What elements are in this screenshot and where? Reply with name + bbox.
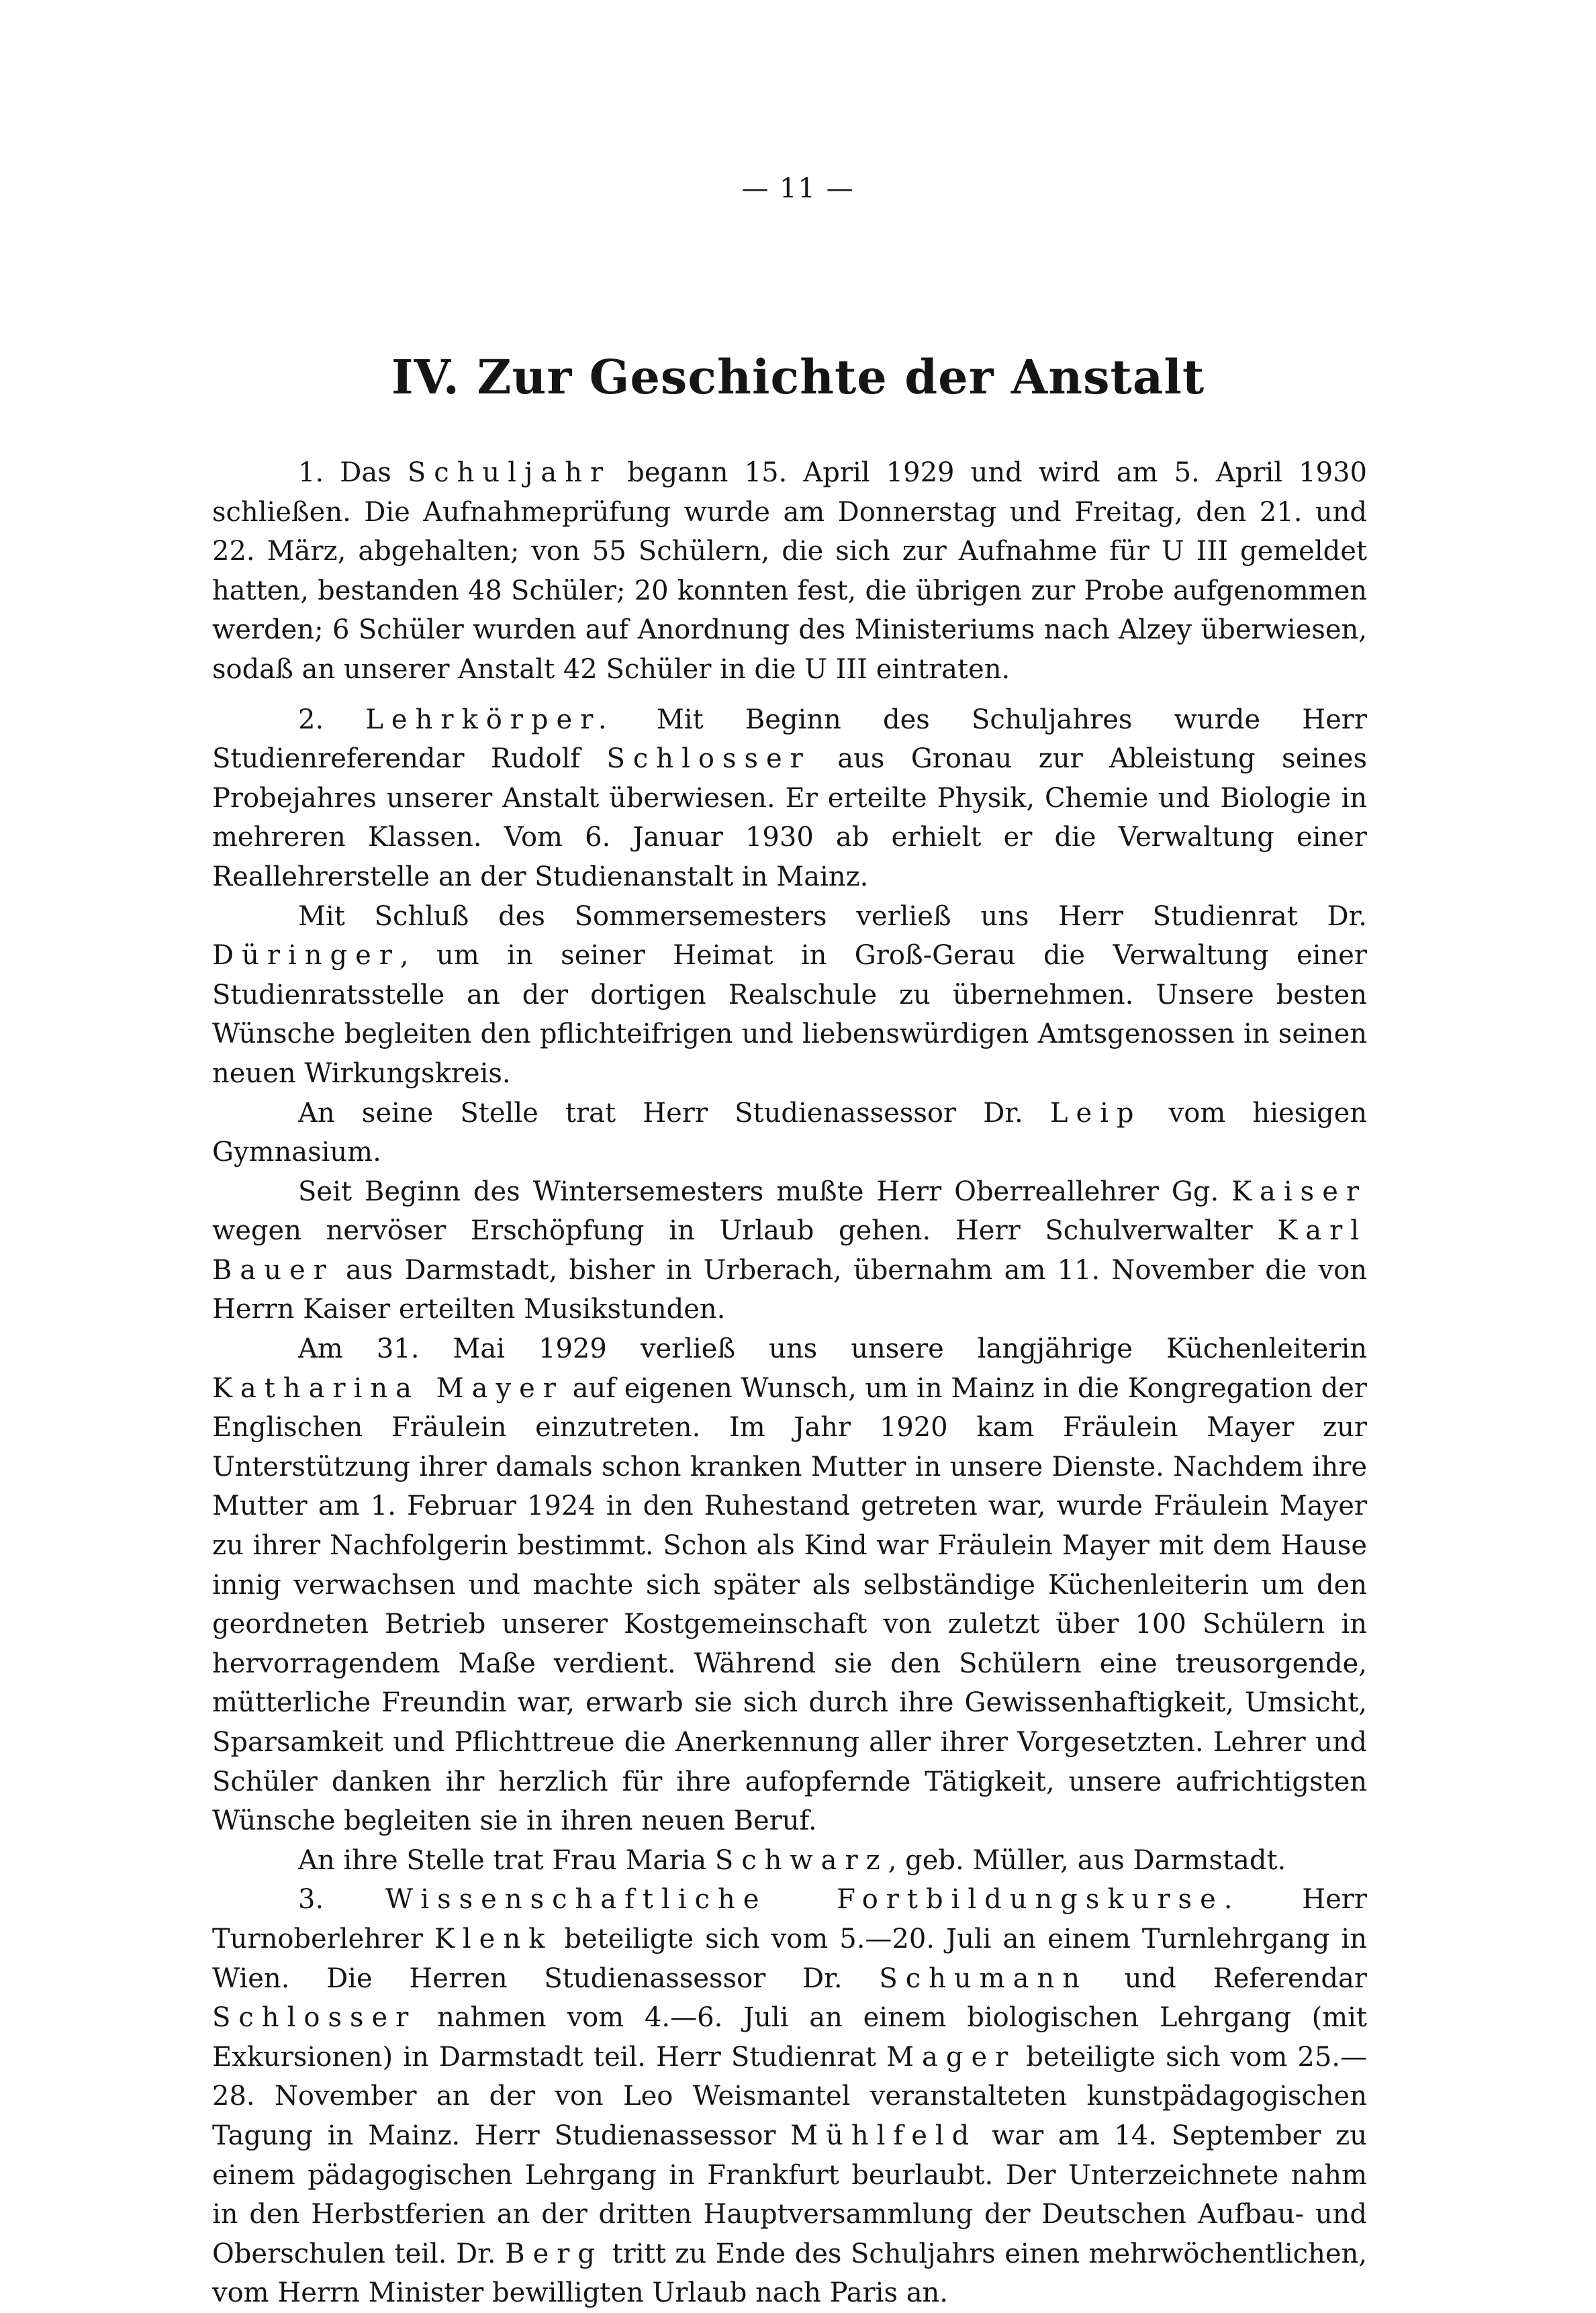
text-run: Seit Beginn des Wintersemesters mußte Herr Oberreallehrer Gg.: [298, 1176, 1232, 1207]
text-run: , geb. Müller, aus Darmstadt.: [888, 1844, 1286, 1876]
spaced-emphasis-text: Leip: [1049, 1097, 1142, 1129]
chapter-title: IV. Zur Geschichte der Anstalt: [391, 349, 1205, 405]
text-run: aus Gronau zur Ableistung seines Probejahres unserer Anstalt überwiesen. Er erteilte Physik, Chemie und Biologie in mehreren Klassen. Vom 6. Januar 1930 ab erhielt er die Verwaltung einer Reallehrerstelle an der Studienanstalt in Mainz.: [212, 743, 1367, 892]
spaced-emphasis-text: Schumann: [879, 1963, 1088, 1994]
text-run: auf eigenen Wunsch, um in Mainz in die Kongregation der Englischen Fräulein einzutreten. Im Jahr 1920 kam Fräulein Mayer zur Unterstützung ihrer damals schon kranken Mutter in unsere Dienste. Nachdem ihre Mutter am 1. Februar 1924 in den Ruhestand getreten war, wurde Fräulein Mayer zu ihrer Nachfolgerin bestimmt. Schon als Kind war Fräulein Mayer mit dem Hause innig verwachsen und machte sich später als selbständige Küchenleiterin um den geordneten Betrieb unserer Kostgemeinschaft von zuletzt über 100 Schülern in hervorragendem Maße verdient. Während sie den Schülern eine treusorgende, mütterliche Freundin war, erwarb sie sich durch ihre Gewissenhaftigkeit, Umsicht, Sparsamkeit und Pflichttreue die Anerkennung aller ihrer Vorgesetzten. Lehrer und Schüler danken ihr herzlich für ihre aufopfernde Tätigkeit, unsere aufrichtigsten Wünsche begleiten sie in ihren neuen Beruf.: [212, 1372, 1367, 1837]
spaced-emphasis-text: Mühlfeld: [790, 2120, 978, 2151]
paragraph-kaiser: [212, 1172, 1367, 1329]
text-run: 2.: [298, 704, 366, 735]
text-run: vom hiesigen Gymnasium.: [212, 1097, 1368, 1168]
paragraph-lehrkoerper: [212, 700, 1367, 897]
spaced-emphasis-text: Düringer: [212, 940, 400, 972]
text-run: und Referendar: [1087, 1963, 1368, 1994]
paragraph-schwarz: [212, 1841, 1367, 1881]
spaced-emphasis-text: Klenk: [434, 1923, 553, 1954]
paragraph-leip: [212, 1094, 1367, 1172]
text-run: 1. Das: [298, 457, 408, 488]
paragraph-fortbildungskurse: [212, 1880, 1367, 2313]
text-run: wegen nervöser Erschöpfung in Urlaub gehen. Herr Schulverwalter: [212, 1215, 1278, 1247]
page-number: — 11 —: [741, 173, 855, 204]
text-run: An ihre Stelle trat Frau Maria: [298, 1844, 715, 1876]
spaced-emphasis-text: Schlosser: [606, 743, 811, 775]
paragraph-dueringer: [212, 897, 1367, 1094]
spaced-emphasis-text: Berg: [505, 2238, 604, 2269]
paragraph-schuljahr: [212, 453, 1367, 690]
spaced-emphasis-text: Lehrkörper.: [365, 704, 615, 735]
spaced-emphasis-text: Mager: [886, 2041, 1017, 2073]
text-run: An seine Stelle trat Herr Studienassessor Dr.: [298, 1097, 1050, 1129]
text-run: Herr Turnoberlehrer: [212, 1884, 1368, 1954]
text-run: 3.: [298, 1884, 385, 1916]
spaced-emphasis-text: Schlosser: [212, 2002, 417, 2034]
text-run: Mit Schluß des Sommersemesters verließ uns Herr Studienrat Dr.: [298, 900, 1367, 932]
paragraph-mayer: [212, 1329, 1367, 1841]
spaced-emphasis-text: Wissenschaftliche Fortbildungskurse.: [385, 1884, 1241, 1916]
text-run: nahmen vom 4.—6. Juli an einem biologischen Lehrgang (mit Exkursionen) in Darmstadt teil. Herr Studienrat: [212, 2002, 1367, 2073]
text-run: war am 14. September zu einem pädagogischen Lehrgang in Frankfurt beurlaubt. Der Unterzeichnete nahm in den Herbstferien an der dritten Hauptversammlung der Deutschen Aufbau- und Oberschulen teil. Dr.: [212, 2120, 1367, 2269]
text-run: , um in seiner Heimat in Groß-Gerau die Verwaltung einer Studienratsstelle an der dortigen Realschule zu übernehmen. Unsere besten Wünsche begleiten den pflichteifrigen und liebenswürdigen Amtsgenossen in seinen neuen Wirkungskreis.: [212, 940, 1367, 1089]
spaced-emphasis-text: Karl Bauer: [212, 1215, 1367, 1286]
spaced-emphasis-text: Schwarz: [714, 1844, 888, 1876]
text-run: beteiligte sich vom 25.—28. November an der von Leo Weismantel veranstalteten kunstpädagogischen Tagung in Mainz. Herr Studienassessor: [212, 2041, 1367, 2151]
text-run: Mit Beginn des Schuljahres wurde Herr Studienreferendar Rudolf: [212, 704, 1367, 775]
text-run: aus Darmstadt, bisher in Urberach, übernahm am 11. November die von Herrn Kaiser erteilten Musikstunden.: [212, 1254, 1367, 1325]
text-run: beteiligte sich vom 5.—20. Juli an einem Turnlehrgang in Wien. Die Herren Studienassessor Dr.: [212, 1923, 1367, 1994]
body-text: [212, 453, 1367, 2313]
text-run: begann 15. April 1929 und wird am 5. April 1930 schließen. Die Aufnahmeprüfung wurde am Donnerstag und Freitag, den 21. und 22. März, abgehalten; von 55 Schülern, die sich zur Aufnahme für U III gemeldet hatten, bestanden 48 Schüler; 20 konnten fest, die übrigen zur Probe aufgenommen werden; 6 Schüler wurden auf Anordnung des Ministeriums nach Alzey überwiesen, sodaß an unserer Anstalt 42 Schüler in die U III eintraten.: [212, 457, 1367, 685]
text-run: tritt zu Ende des Schuljahrs einen mehrwöchentlichen, vom Herrn Minister bewilligten Urlaub nach Paris an.: [212, 2238, 1367, 2309]
spaced-emphasis-text: Kaiser: [1231, 1176, 1367, 1207]
text-run: Am 31. Mai 1929 verließ uns unsere langjährige Küchenleiterin: [298, 1333, 1367, 1365]
spaced-emphasis-text: Schuljahr: [407, 457, 612, 488]
spaced-emphasis-text: Katharina Mayer: [212, 1372, 564, 1404]
